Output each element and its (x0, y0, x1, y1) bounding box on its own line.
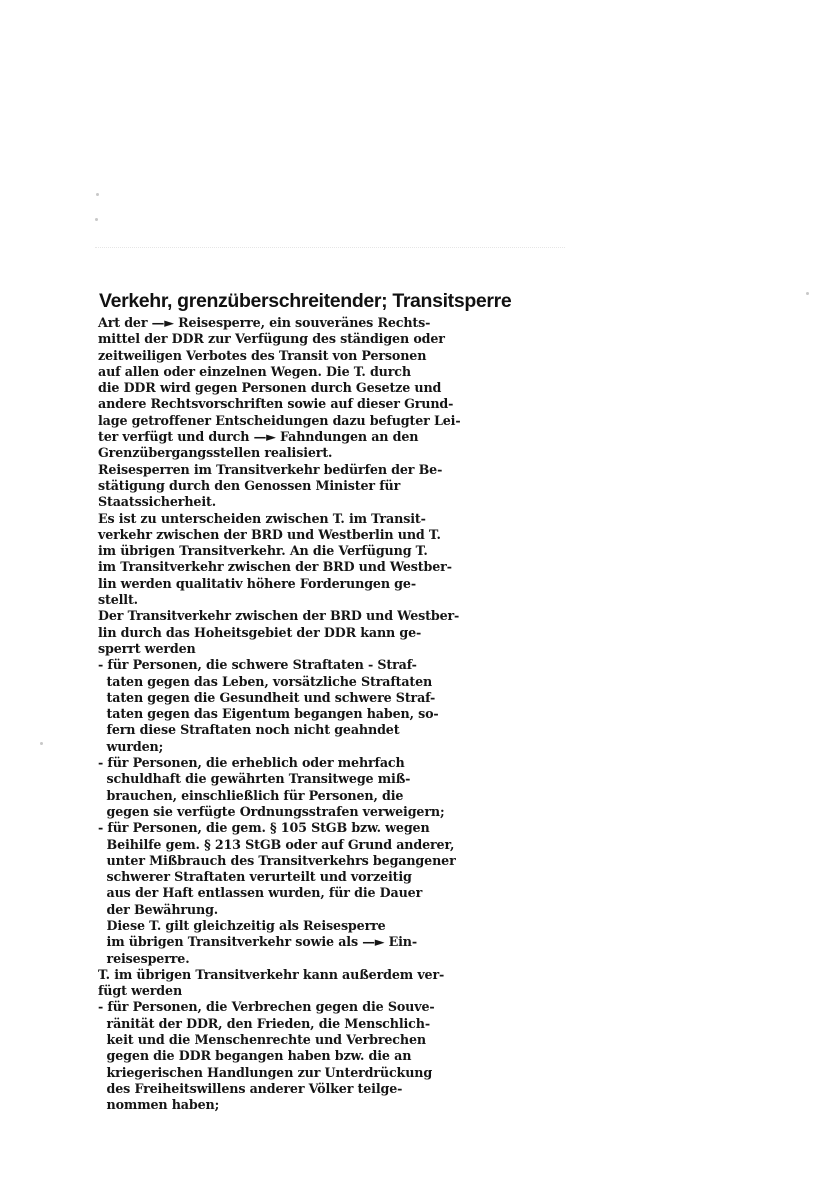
text-line: des Freiheitswillens anderer Völker teilge- (98, 1080, 403, 1096)
text-line: Der Transitverkehr zwischen der BRD und Westber- (98, 608, 460, 624)
text-line: zeitweiligen Verbotes des Transit von Personen (98, 347, 427, 363)
text-line: verkehr zwischen der BRD und Westberlin und T. (98, 526, 441, 542)
text-line: im Transitverkehr zwischen der BRD und Westber- (98, 559, 452, 575)
text-line: fügt werden (98, 983, 183, 999)
text-line: brauchen, einschließlich für Personen, die (98, 787, 404, 803)
text-line: Staatssicherheit. (98, 494, 216, 510)
text-line: - für Personen, die Verbrechen gegen die Souve- (98, 999, 435, 1015)
text-line: nommen haben; (98, 1097, 220, 1113)
text-line: lin werden qualitativ höhere Forderungen ge- (98, 575, 416, 591)
text-line: reisesperre. (98, 950, 190, 966)
text-line: stätigung durch den Genossen Minister für (98, 477, 401, 493)
text-line: gegen die DDR begangen haben bzw. die an (98, 1048, 412, 1064)
scan-artifact-line (95, 247, 565, 249)
text-line: lin durch das Hoheitsgebiet der DDR kann ge- (98, 624, 422, 640)
text-line: ränität der DDR, den Frieden, die Menschlich- (98, 1015, 430, 1031)
text-line: lage getroffener Entscheidungen dazu befugter Lei- (98, 412, 461, 428)
scan-speck (40, 742, 43, 745)
text-line: wurden; (98, 738, 164, 754)
text-line: taten gegen das Eigentum begangen haben, so- (98, 706, 439, 722)
text-line: Diese T. gilt gleichzeitig als Reisesperre (98, 917, 386, 933)
text-line: im übrigen Transitverkehr sowie als —► Ein- (98, 934, 417, 950)
scan-speck (96, 193, 99, 196)
text-line: Beihilfe gem. § 213 StGB oder auf Grund anderer, (98, 836, 455, 852)
entry-body (98, 315, 738, 1114)
text-line: die DDR wird gegen Personen durch Gesetze und (98, 380, 442, 396)
text-line: Es ist zu unterscheiden zwischen T. im Transit- (98, 510, 426, 526)
text-line: T. im übrigen Transitverkehr kann außerdem ver- (98, 966, 445, 982)
text-line: - für Personen, die gem. § 105 StGB bzw. wegen (98, 820, 430, 836)
entry-title: Verkehr, grenzüberschreitender; Transitsperre (99, 290, 512, 312)
text-line: andere Rechtsvorschriften sowie auf dieser Grund- (98, 396, 454, 412)
text-line: der Bewährung. (98, 901, 219, 917)
text-line: mittel der DDR zur Verfügung des ständigen oder (98, 331, 445, 347)
text-line: keit und die Menschenrechte und Verbrechen (98, 1032, 426, 1048)
text-line: aus der Haft entlassen wurden, für die Dauer (98, 885, 423, 901)
text-line: fern diese Straftaten noch nicht geahndet (98, 722, 400, 738)
text-line: im übrigen Transitverkehr. An die Verfügung T. (98, 543, 428, 559)
text-line: gegen sie verfügte Ordnungsstrafen verweigern; (98, 803, 445, 819)
text-line: unter Mißbrauch des Transitverkehrs begangener (98, 852, 456, 868)
text-line: taten gegen die Gesundheit und schwere Straf- (98, 689, 436, 705)
text-line: Reisesperren im Transitverkehr bedürfen der Be- (98, 461, 443, 477)
text-line: ter verfügt und durch —► Fahndungen an den (98, 429, 419, 445)
text-line: Art der —► Reisesperre, ein souveränes Rechts- (98, 315, 431, 330)
scan-speck (806, 292, 809, 295)
scan-speck (95, 218, 98, 221)
text-line: Grenzübergangsstellen realisiert. (98, 445, 333, 461)
text-line: schwerer Straftaten verurteilt und vorzeitig (98, 869, 412, 885)
text-line: taten gegen das Leben, vorsätzliche Straftaten (98, 673, 433, 689)
text-line: - für Personen, die erheblich oder mehrfach (98, 755, 405, 771)
text-line: auf allen oder einzelnen Wegen. Die T. durch (98, 363, 411, 379)
text-line: kriegerischen Handlungen zur Unterdrückung (98, 1064, 433, 1080)
text-line: sperrt werden (98, 640, 196, 656)
text-line: schuldhaft die gewährten Transitwege miß- (98, 771, 411, 787)
text-line: stellt. (98, 592, 138, 608)
text-line: - für Personen, die schwere Straftaten - Straf- (98, 657, 417, 673)
